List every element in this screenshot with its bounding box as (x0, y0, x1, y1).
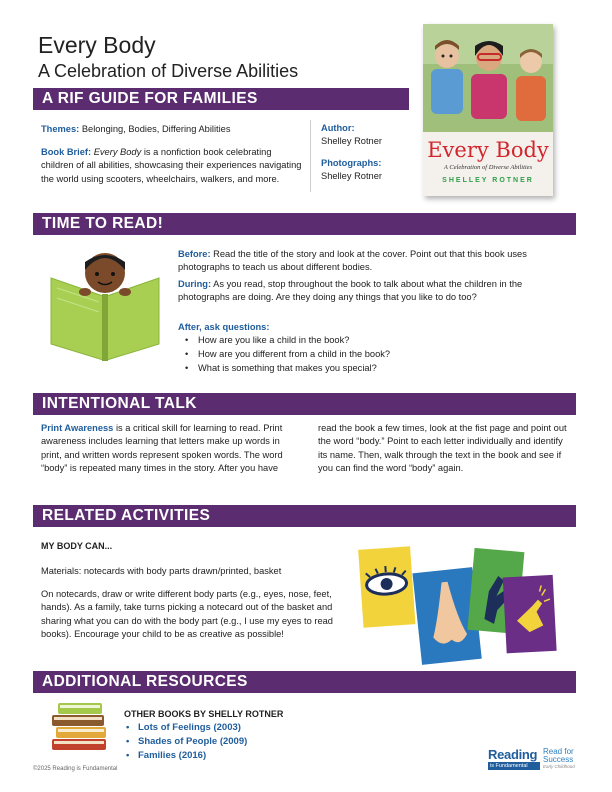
rfs-line-3: Early Childhood (543, 764, 575, 769)
cover-subtitle: A Celebration of Diverse Abilities (443, 164, 533, 171)
themes-value: Belonging, Bodies, Differing Abilities (81, 124, 231, 134)
body-part-cards-illustration (357, 540, 562, 675)
question-list (178, 334, 568, 375)
book-stack-illustration (50, 703, 110, 753)
list-item: • How are you like a child in the book? (178, 334, 568, 348)
photographs-block (321, 157, 416, 184)
section-title-related-activities: RELATED ACTIVITIES (42, 507, 211, 524)
intentional-col-1-text: is a critical skill for learning to read. Print awareness includes learning that letters make up words in print, and written words represent spoken words. The word “body” is repeated many times in the story. After you have (41, 423, 283, 474)
section-bar-additional-resources (33, 671, 576, 693)
intentional-col-1 (41, 422, 294, 476)
list-item: • Shades of People (2009) (124, 735, 324, 749)
rif-logo (488, 748, 540, 770)
rif-logo-top: Reading (488, 747, 538, 762)
child-reading-illustration (45, 248, 165, 363)
activity-materials: Materials: notecards with body parts drawn/printed, basket (41, 566, 282, 576)
section-bar-intentional-talk (33, 393, 576, 415)
copyright: ©2025 Reading is Fundamental (33, 766, 118, 772)
after-block (178, 321, 568, 376)
photographs-label: Photographs: (321, 158, 382, 168)
themes (41, 123, 311, 136)
activity-body: On notecards, draw or write different body parts (e.g., eyes, nose, feet, hands). As a family, take turns picking a notecard out of the basket and sharing what you can do with the body part (e.g., I use my eyes to read books). Encourage your child to be as creative as possible! (41, 589, 333, 640)
page-title: Every Body (38, 32, 156, 58)
section-bar-related-activities (33, 505, 576, 527)
read-for-success-logo (543, 748, 591, 770)
rfs-line-1: Read for (543, 747, 574, 756)
during-label: During: (178, 279, 212, 289)
rfs-line-2: Success (543, 755, 574, 764)
after-label: After, ask questions: (178, 322, 270, 332)
book-cover (423, 24, 553, 196)
print-awareness-label: Print Awareness (41, 423, 114, 433)
before-label: Before: (178, 249, 211, 259)
cover-photo (423, 24, 553, 196)
resources-heading: OTHER BOOKS BY SHELLY ROTNER (124, 709, 284, 719)
before-body: Read the title of the story and look at the cover. Point out that this book uses photographs to teach us about different bodies. (178, 249, 527, 273)
section-title-time-to-read: TIME TO READ! (42, 215, 164, 232)
rif-logo-bottom: is Fundamental (488, 762, 540, 770)
list-item: • What is something that makes you special? (178, 362, 568, 376)
section-bar-guide (33, 88, 409, 110)
brief-label: Book Brief: (41, 147, 92, 157)
author-value: Shelley Rotner (321, 136, 382, 147)
intentional-col-2: read the book a few times, look at the fist page and point out the word “body.” Point to each letter individually and identify its name. Then, walk through the text in the book and see if you can find the word “body” again. (318, 423, 567, 474)
activity-heading: MY BODY CAN... (41, 541, 113, 551)
author-block (321, 122, 416, 149)
book-brief (41, 146, 303, 186)
section-title-guide: A RIF GUIDE FOR FAMILIES (42, 90, 258, 107)
list-item: • Families (2016) (124, 749, 324, 763)
list-item: • Lots of Feelings (2003) (124, 721, 324, 735)
list-item: • How are you different from a child in the book? (178, 348, 568, 362)
cover-author: SHELLEY ROTNER (442, 177, 534, 184)
cover-title: Every Body (427, 138, 549, 162)
during-body: As you read, stop throughout the book to talk about what the children in the photographs are doing. Are they doing any things that you like to do too? (178, 279, 523, 303)
brief-text: is a nonfiction book celebrating children of all abilities, showcasing their experiences navigating the world using scooters, wheelchairs, walkers, and more. (41, 147, 302, 184)
before-text (178, 248, 568, 275)
section-title-intentional-talk: INTENTIONAL TALK (42, 395, 197, 412)
divider (310, 120, 311, 192)
author-label: Author: (321, 123, 355, 133)
themes-label: Themes: (41, 124, 80, 134)
section-title-additional-resources: ADDITIONAL RESOURCES (42, 673, 248, 690)
photographs-value: Shelley Rotner (321, 171, 382, 182)
during-text (178, 278, 573, 305)
brief-title: Every Body (93, 147, 142, 157)
page-subtitle: A Celebration of Diverse Abilities (38, 61, 299, 81)
section-bar-time-to-read (33, 213, 576, 235)
resource-books (124, 721, 324, 763)
